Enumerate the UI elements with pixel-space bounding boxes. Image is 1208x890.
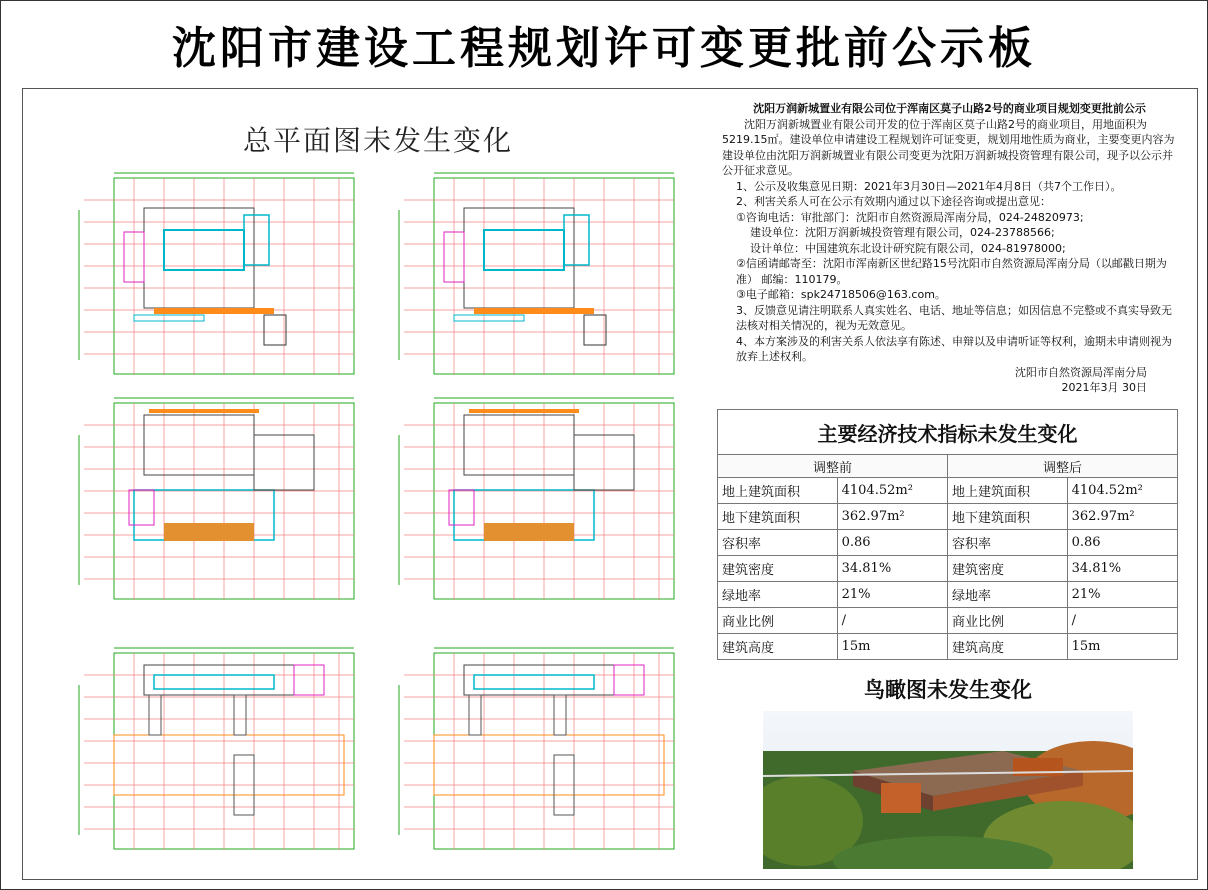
after-header: 调整后 — [947, 455, 1177, 478]
floor-plan-after-2 — [394, 395, 684, 610]
notice-item-2c: 设计单位：中国建筑东北设计研究院有限公司，024-81978000; — [750, 241, 1066, 255]
after-value: 34.81% — [1067, 556, 1177, 582]
after-value: 4104.52m² — [1067, 478, 1177, 504]
notice-item-2e: ③电子邮箱：spk24718506@163.com。 — [736, 288, 946, 301]
notice-item-4: 4、本方案涉及的利害关系人依法享有陈述、申辩以及申请听证等权利，逾期未申请则视为放弃上述权利。 — [736, 334, 1172, 363]
indicator-label: 地下建筑面积 — [947, 504, 1067, 530]
before-value: / — [837, 608, 947, 634]
after-value: 21% — [1067, 582, 1177, 608]
notice-date: 2021年3月 30日 — [1061, 381, 1147, 394]
indicator-label: 建筑密度 — [718, 556, 838, 582]
notice-item-2a: ①咨询电话：审批部门：沈阳市自然资源局浑南分局，024-24820973; — [736, 210, 1084, 224]
before-value: 34.81% — [837, 556, 947, 582]
notice-item-1: 1、公示及收集意见日期：2021年3月30日—2021年4月8日（共7个工作日）。 — [736, 179, 1122, 193]
aerial-rendering-image — [763, 711, 1133, 869]
bird-view-title: 鸟瞰图未发生变化 — [864, 677, 1032, 702]
before-value: 4104.52m² — [837, 478, 947, 504]
indicator-label: 绿地率 — [947, 582, 1067, 608]
indicator-label: 商业比例 — [947, 608, 1067, 634]
indicator-label: 建筑高度 — [718, 634, 838, 660]
indicator-label: 容积率 — [718, 530, 838, 556]
after-value: 15m — [1067, 634, 1177, 660]
table-caption: 主要经济技术指标未发生变化 — [718, 410, 1178, 455]
board-title: 沈阳市建设工程规划许可变更批前公示板 — [172, 23, 1036, 74]
table-row — [718, 478, 1178, 504]
notice-item-2: 2、利害关系人可在公示有效期内通过以下途径咨询或提出意见： — [736, 195, 1051, 208]
floor-plan-after-3 — [394, 645, 684, 860]
before-header: 调整前 — [718, 455, 948, 478]
notice-title: 沈阳万润新城置业有限公司位于浑南区莫子山路2号的商业项目规划变更批前公示 — [753, 102, 1146, 115]
indicator-label: 商业比例 — [718, 608, 838, 634]
indicator-label: 建筑密度 — [947, 556, 1067, 582]
indicator-label: 地上建筑面积 — [718, 478, 838, 504]
floor-plan-before-1 — [74, 170, 364, 385]
public-notice — [722, 101, 1177, 396]
after-value: / — [1067, 608, 1177, 634]
notice-item-2b: 建设单位：沈阳万润新城投资管理有限公司，024-23788566; — [750, 226, 1055, 239]
after-value: 362.97m² — [1067, 504, 1177, 530]
floor-plan-before-3 — [74, 645, 364, 860]
before-value: 0.86 — [837, 530, 947, 556]
floor-plan-before-2 — [74, 395, 364, 610]
table-row — [718, 634, 1178, 660]
indicator-label: 容积率 — [947, 530, 1067, 556]
economic-indicator-table — [717, 409, 1178, 660]
notice-item-2d: ②信函请邮寄至：沈阳市浑南新区世纪路15号沈阳市自然资源局浑南分局（以邮戳日期为准） 邮编：110179。 — [736, 257, 1167, 286]
table-body — [718, 478, 1178, 660]
before-value: 362.97m² — [837, 504, 947, 530]
plan-section-title: 总平面图未发生变化 — [243, 124, 514, 157]
indicator-label: 地下建筑面积 — [718, 504, 838, 530]
table-row — [718, 530, 1178, 556]
floor-plans — [74, 170, 694, 880]
notice-signer: 沈阳市自然资源局浑南分局 — [1015, 365, 1147, 379]
table-row — [718, 608, 1178, 634]
notice-intro: 沈阳万润新城置业有限公司开发的位于浑南区莫子山路2号的商业项目，用地面积为5219.15㎡。建设单位申请建设工程规划许可证变更，规划用地性质为商业，主要变更内容为建设单位由沈阳万润新城置业有限公司变更为沈阳万润新城投资管理有限公司，现予以公示并公开征求意见。 — [722, 117, 1175, 177]
table-row — [718, 582, 1178, 608]
indicator-label: 绿地率 — [718, 582, 838, 608]
before-value: 21% — [837, 582, 947, 608]
table-row — [718, 556, 1178, 582]
floor-plan-after-1 — [394, 170, 684, 385]
indicator-label: 地上建筑面积 — [947, 478, 1067, 504]
indicator-label: 建筑高度 — [947, 634, 1067, 660]
before-value: 15m — [837, 634, 947, 660]
table-row — [718, 504, 1178, 530]
notice-item-3: 3、反馈意见请注明联系人真实姓名、电话、地址等信息；如因信息不完整或不真实导致无法核对相关情况的，视为无效意见。 — [736, 303, 1172, 332]
after-value: 0.86 — [1067, 530, 1177, 556]
